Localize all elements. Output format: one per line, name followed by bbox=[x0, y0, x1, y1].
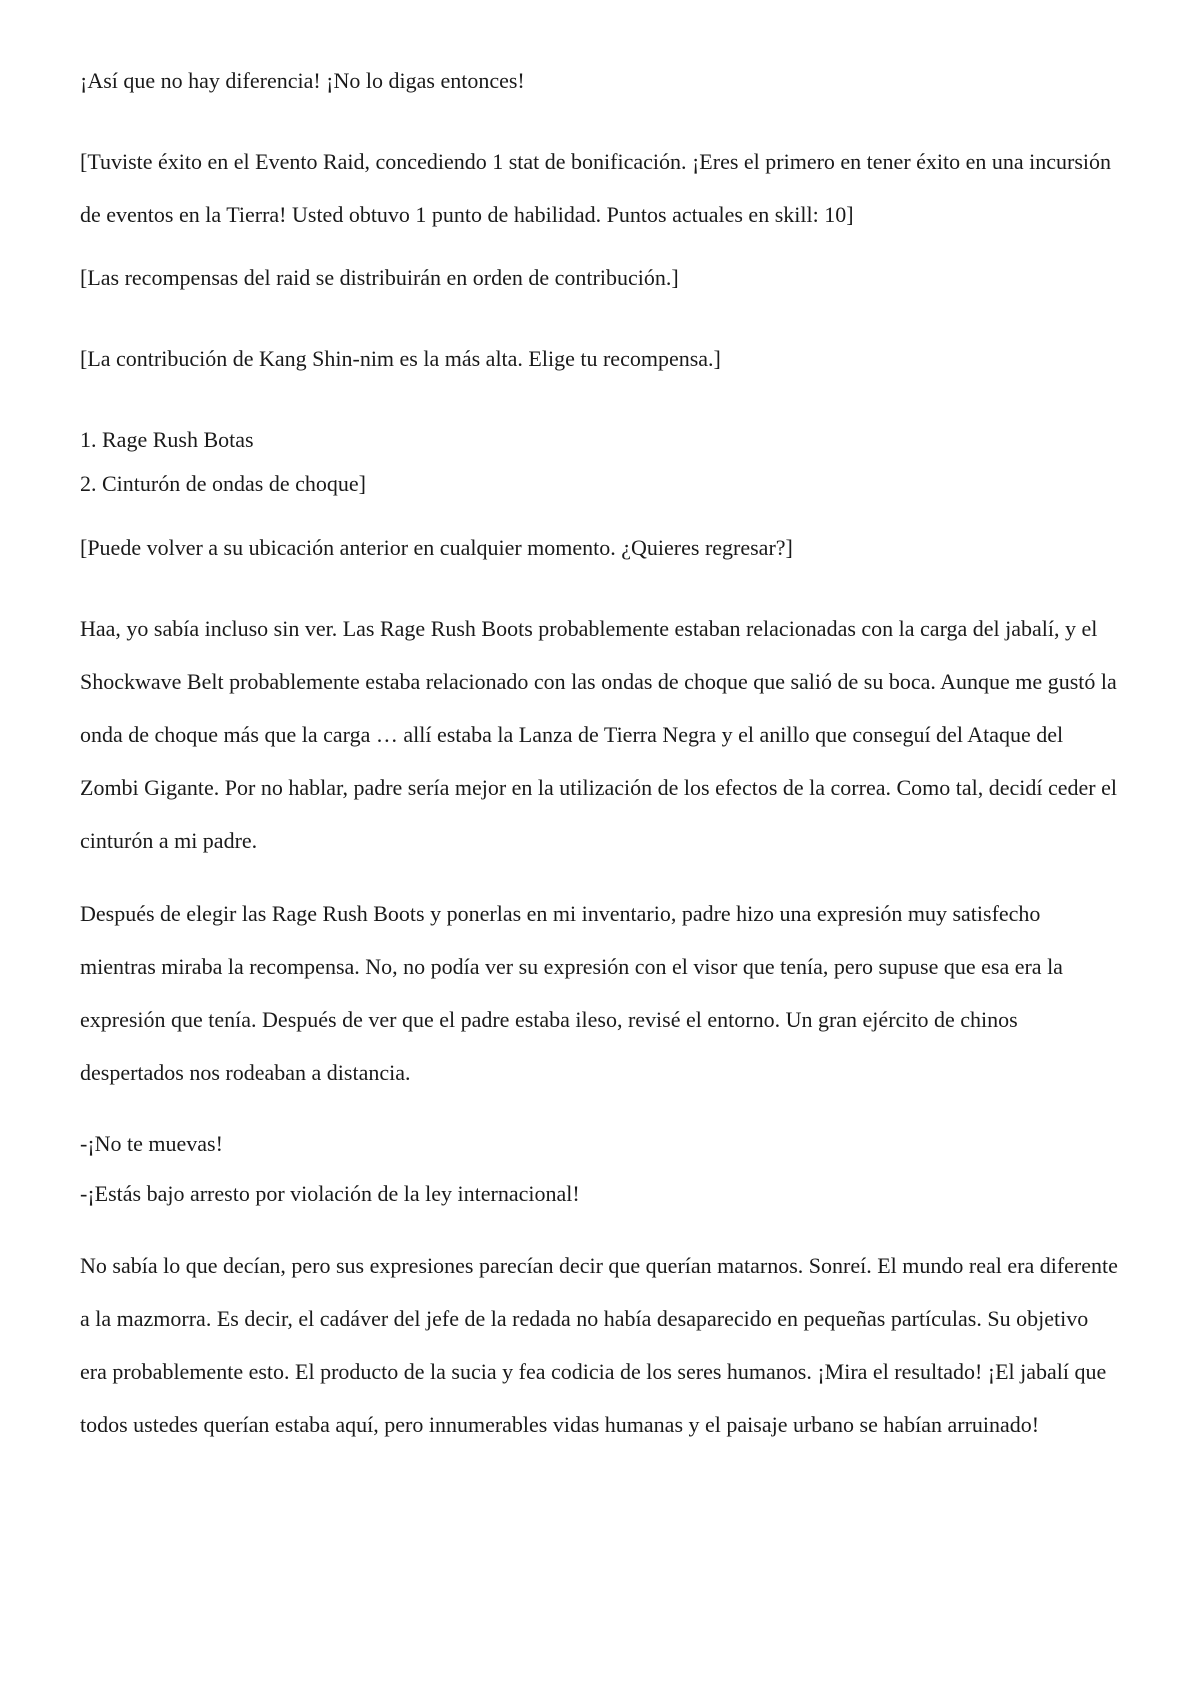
paragraph-contribution: [La contribución de Kang Shin-nim es la más alta. Elige tu recompensa.] bbox=[80, 346, 721, 371]
list-item: 2. Cinturón de ondas de choque] bbox=[80, 471, 366, 496]
paragraph-inventory: Después de elegir las Rage Rush Boots y ponerlas en mi inventario, padre hizo una expresión muy satisfecho mientras miraba la recompensa. No, no podía ver su expresión con el visor que tenía, pero supuse que esa era la expresión que tenía. Después de ver que el padre estaba ileso, revisé el entorno. Un gran ejército de chinos despertados nos rodeaban a distancia. bbox=[80, 901, 1063, 1085]
paragraph-intro: ¡Así que no hay diferencia! ¡No lo digas entonces! bbox=[80, 68, 525, 93]
paragraph-return-prompt: [Puede volver a su ubicación anterior en cualquier momento. ¿Quieres regresar?] bbox=[80, 535, 793, 560]
paragraph-boots-belt: Haa, yo sabía incluso sin ver. Las Rage Rush Boots probablemente estaban relacionadas con la carga del jabalí, y el Shockwave Belt probablemente estaba relacionado con las ondas de choque que salió de su boca. Aunque me gustó la onda de choque más que la carga … allí estaba la Lanza de Tierra Negra y el anillo que conseguí del Ataque del Zombi Gigante. Por no hablar, padre sería mejor en la utilización de los efectos de la correa. Como tal, decidí ceder el cinturón a mi padre. bbox=[80, 616, 1117, 853]
dialogue-line: -¡Estás bajo arresto por violación de la ley internacional! bbox=[80, 1181, 580, 1206]
list-item: 1. Rage Rush Botas bbox=[80, 427, 254, 452]
dialogue-line: -¡No te muevas! bbox=[80, 1131, 223, 1156]
paragraph-reward-distribution: [Las recompensas del raid se distribuirán en orden de contribución.] bbox=[80, 265, 679, 290]
paragraph-raid-success: [Tuviste éxito en el Evento Raid, concediendo 1 stat de bonificación. ¡Eres el primero en tener éxito en una incursión de eventos en la Tierra! Usted obtuvo 1 punto de habilidad. Puntos actuales en skill: 10] bbox=[80, 149, 1112, 227]
dialogue-block bbox=[80, 1119, 1120, 1219]
reward-options-list bbox=[80, 421, 1120, 509]
paragraph-real-world: No sabía lo que decían, pero sus expresiones parecían decir que querían matarnos. Sonreí. El mundo real era diferente a la mazmorra. Es decir, el cadáver del jefe de la redada no había desaparecido en pequeñas partículas. Su objetivo era probablemente esto. El producto de la sucia y fea codicia de los seres humanos. ¡Mira el resultado! ¡El jabalí que todos ustedes querían estaba aquí, pero innumerables vidas humanas y el paisaje urbano se habían arruinado! bbox=[80, 1253, 1118, 1437]
